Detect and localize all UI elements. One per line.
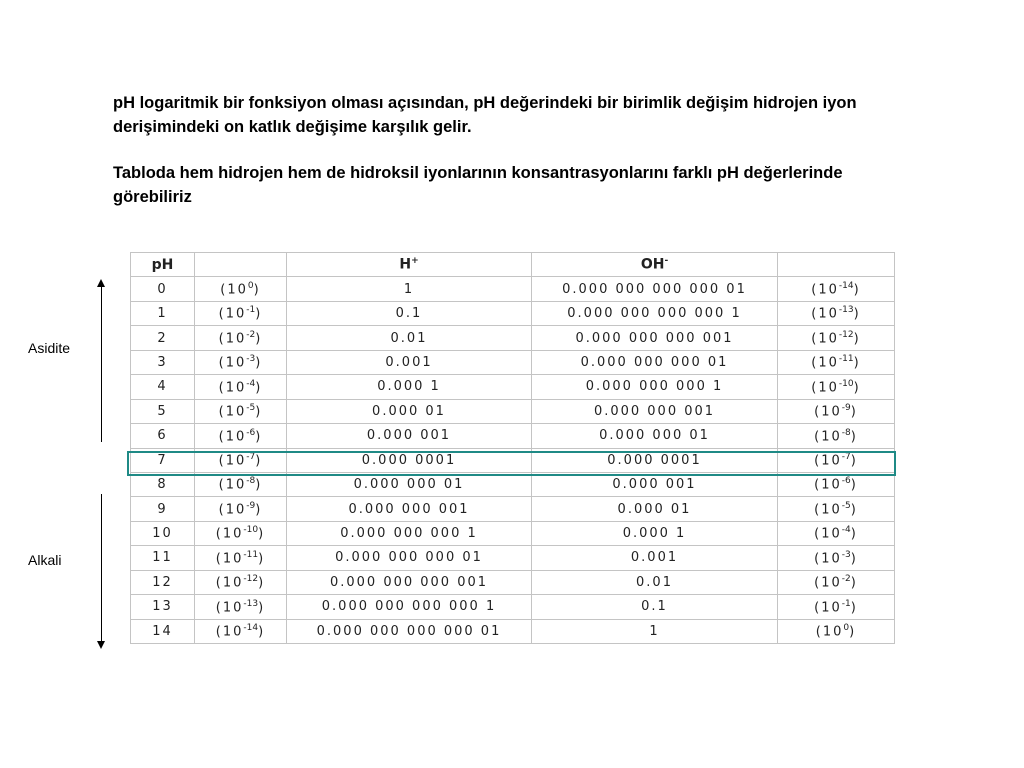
h-exponent: -7 [246,452,256,463]
table-row [131,546,895,570]
h-power-cell: $(10^{-8})$ [195,472,287,496]
oh-exponent: -6 [841,476,851,487]
oh-concentration-cell: 0.000 000 001 [532,399,778,423]
h-exponent: -11 [243,549,259,560]
table-row [131,448,895,472]
oh-exponent: -12 [838,329,854,340]
ph-value-cell: 11 [131,546,195,570]
oh-concentration-cell: 0.000 000 000 000 1 [532,301,778,325]
h-power-cell: $(10^0)$ [195,277,287,301]
oh-concentration-cell: 0.000 000 000 000 01 [532,277,778,301]
h-concentration-cell: 0.000 000 000 000 01 [287,619,532,643]
ph-value-cell: 13 [131,595,195,619]
h-power-cell: $(10^{-4})$ [195,375,287,399]
h-concentration-cell: 0.000 1 [287,375,532,399]
h-concentration-cell: 0.000 000 01 [287,472,532,496]
alkali-arrow-line [101,494,102,642]
oh-concentration-cell: 0.000 001 [532,472,778,496]
h-concentration-cell: 0.000 001 [287,424,532,448]
h-concentration-cell: 0.000 000 000 000 1 [287,595,532,619]
oh-ion-charge: - [664,256,669,267]
oh-exponent: -5 [841,500,851,511]
oh-concentration-cell: 0.000 000 000 001 [532,326,778,350]
oh-concentration-cell: 0.000 000 01 [532,424,778,448]
table-description-paragraph: Tabloda hem hidrojen hem de hidroksil iyonlarının konsantrasyonlarını farklı pH değerlerinde görebiliriz [113,164,843,206]
oh-power-cell: $(10^{-14})$ [778,277,895,301]
ph-value-cell: 0 [131,277,195,301]
ph-concentration-table [130,252,895,644]
h-concentration-cell: 0.000 01 [287,399,532,423]
ph-value-cell: 14 [131,619,195,643]
h-concentration-column-header [287,253,532,277]
h-power-cell: $(10^{-6})$ [195,424,287,448]
oh-exponent: -8 [841,427,851,438]
table-row [131,301,895,325]
oh-power-cell: $(10^{-9})$ [778,399,895,423]
ph-column-header: pH [131,253,195,277]
h-concentration-cell: 1 [287,277,532,301]
h-exponent: -6 [246,427,256,438]
table-row [131,497,895,521]
oh-power-cell: $(10^{-7})$ [778,448,895,472]
h-exponent: -13 [243,598,259,609]
oh-exponent: -10 [838,378,854,389]
oh-concentration-column-header [532,253,778,277]
h-power-cell: $(10^{-7})$ [195,448,287,472]
alkali-arrow-head-icon [97,641,105,649]
table-row [131,521,895,545]
alkali-label: Alkali [28,552,62,568]
h-power-cell: $(10^{-14})$ [195,619,287,643]
ph-value-cell: 1 [131,301,195,325]
oh-exponent: -9 [841,403,851,414]
oh-exponent: -3 [841,549,851,560]
oh-exponent: -1 [841,598,851,609]
oh-exponent: -7 [841,452,851,463]
h-concentration-cell: 0.000 0001 [287,448,532,472]
oh-power-cell: $(10^{-8})$ [778,424,895,448]
h-exponent: -3 [246,354,256,365]
table-row [131,326,895,350]
oh-exponent: -11 [838,354,854,365]
h-exponent: -4 [246,378,256,389]
table-row [131,619,895,643]
h-exponent: 0 [247,280,254,291]
h-concentration-cell: 0.001 [287,350,532,374]
ph-value-cell: 10 [131,521,195,545]
oh-concentration-cell: 0.000 0001 [532,448,778,472]
h-exponent: -1 [246,305,256,316]
oh-ion-symbol: OH [640,257,665,274]
h-power-cell: $(10^{-13})$ [195,595,287,619]
h-exponent: -12 [243,574,259,585]
h-exponent: -8 [246,476,256,487]
h-concentration-cell: 0.000 000 000 01 [287,546,532,570]
h-concentration-cell: 0.000 000 000 1 [287,521,532,545]
table-header-row [131,253,895,277]
ph-value-cell: 9 [131,497,195,521]
ph-value-cell: 8 [131,472,195,496]
h-concentration-cell: 0.1 [287,301,532,325]
oh-power-cell: $(10^{-3})$ [778,546,895,570]
h-power-cell: $(10^{-1})$ [195,301,287,325]
oh-exponent: 0 [843,623,850,634]
oh-concentration-cell: 1 [532,619,778,643]
table-row [131,350,895,374]
oh-exponent-column-header [778,253,895,277]
h-exponent: -9 [246,500,256,511]
oh-power-cell: $(10^{-12})$ [778,326,895,350]
ph-value-cell: 3 [131,350,195,374]
h-power-cell: $(10^{-3})$ [195,350,287,374]
h-concentration-cell: 0.000 000 001 [287,497,532,521]
table-row [131,424,895,448]
oh-power-cell: $(10^0)$ [778,619,895,643]
oh-power-cell: $(10^{-2})$ [778,570,895,594]
h-exponent: -14 [243,623,259,634]
h-exponent: -5 [246,403,256,414]
table-row [131,399,895,423]
oh-power-cell: $(10^{-13})$ [778,301,895,325]
table-row [131,375,895,399]
table-row [131,595,895,619]
h-exponent-column-header [195,253,287,277]
oh-concentration-cell: 0.000 000 000 1 [532,375,778,399]
acidity-arrow-line [101,286,102,442]
oh-exponent: -4 [841,525,851,536]
oh-concentration-cell: 0.000 1 [532,521,778,545]
ph-value-cell: 5 [131,399,195,423]
h-power-cell: $(10^{-5})$ [195,399,287,423]
ph-value-cell: 12 [131,570,195,594]
oh-concentration-cell: 0.01 [532,570,778,594]
h-exponent: -2 [246,329,256,340]
h-ion-charge: + [411,256,419,267]
h-concentration-cell: 0.000 000 000 001 [287,570,532,594]
h-ion-symbol: H [399,257,412,274]
h-power-cell: $(10^{-2})$ [195,326,287,350]
ph-value-cell: 4 [131,375,195,399]
oh-concentration-cell: 0.000 000 000 01 [532,350,778,374]
oh-exponent: -14 [838,280,854,291]
oh-concentration-cell: 0.000 01 [532,497,778,521]
oh-power-cell: $(10^{-11})$ [778,350,895,374]
h-concentration-cell: 0.01 [287,326,532,350]
h-power-cell: $(10^{-9})$ [195,497,287,521]
ph-value-cell: 7 [131,448,195,472]
h-exponent: -10 [243,525,259,536]
oh-exponent: -2 [841,574,851,585]
h-power-cell: $(10^{-12})$ [195,570,287,594]
table-row [131,570,895,594]
ph-value-cell: 2 [131,326,195,350]
oh-power-cell: $(10^{-4})$ [778,521,895,545]
table-row [131,472,895,496]
h-power-cell: $(10^{-11})$ [195,546,287,570]
oh-power-cell: $(10^{-10})$ [778,375,895,399]
h-power-cell: $(10^{-10})$ [195,521,287,545]
oh-exponent: -13 [838,305,854,316]
oh-concentration-cell: 0.1 [532,595,778,619]
oh-power-cell: $(10^{-5})$ [778,497,895,521]
oh-power-cell: $(10^{-6})$ [778,472,895,496]
oh-concentration-cell: 0.001 [532,546,778,570]
intro-paragraph: pH logaritmik bir fonksiyon olması açısından, pH değerindeki bir birimlik değişim hidrojen iyon derişimindeki on katlık değişime karşılık gelir. [113,94,857,136]
oh-power-cell: $(10^{-1})$ [778,595,895,619]
ph-value-cell: 6 [131,424,195,448]
acidity-label: Asidite [28,340,71,356]
table-row [131,277,895,301]
